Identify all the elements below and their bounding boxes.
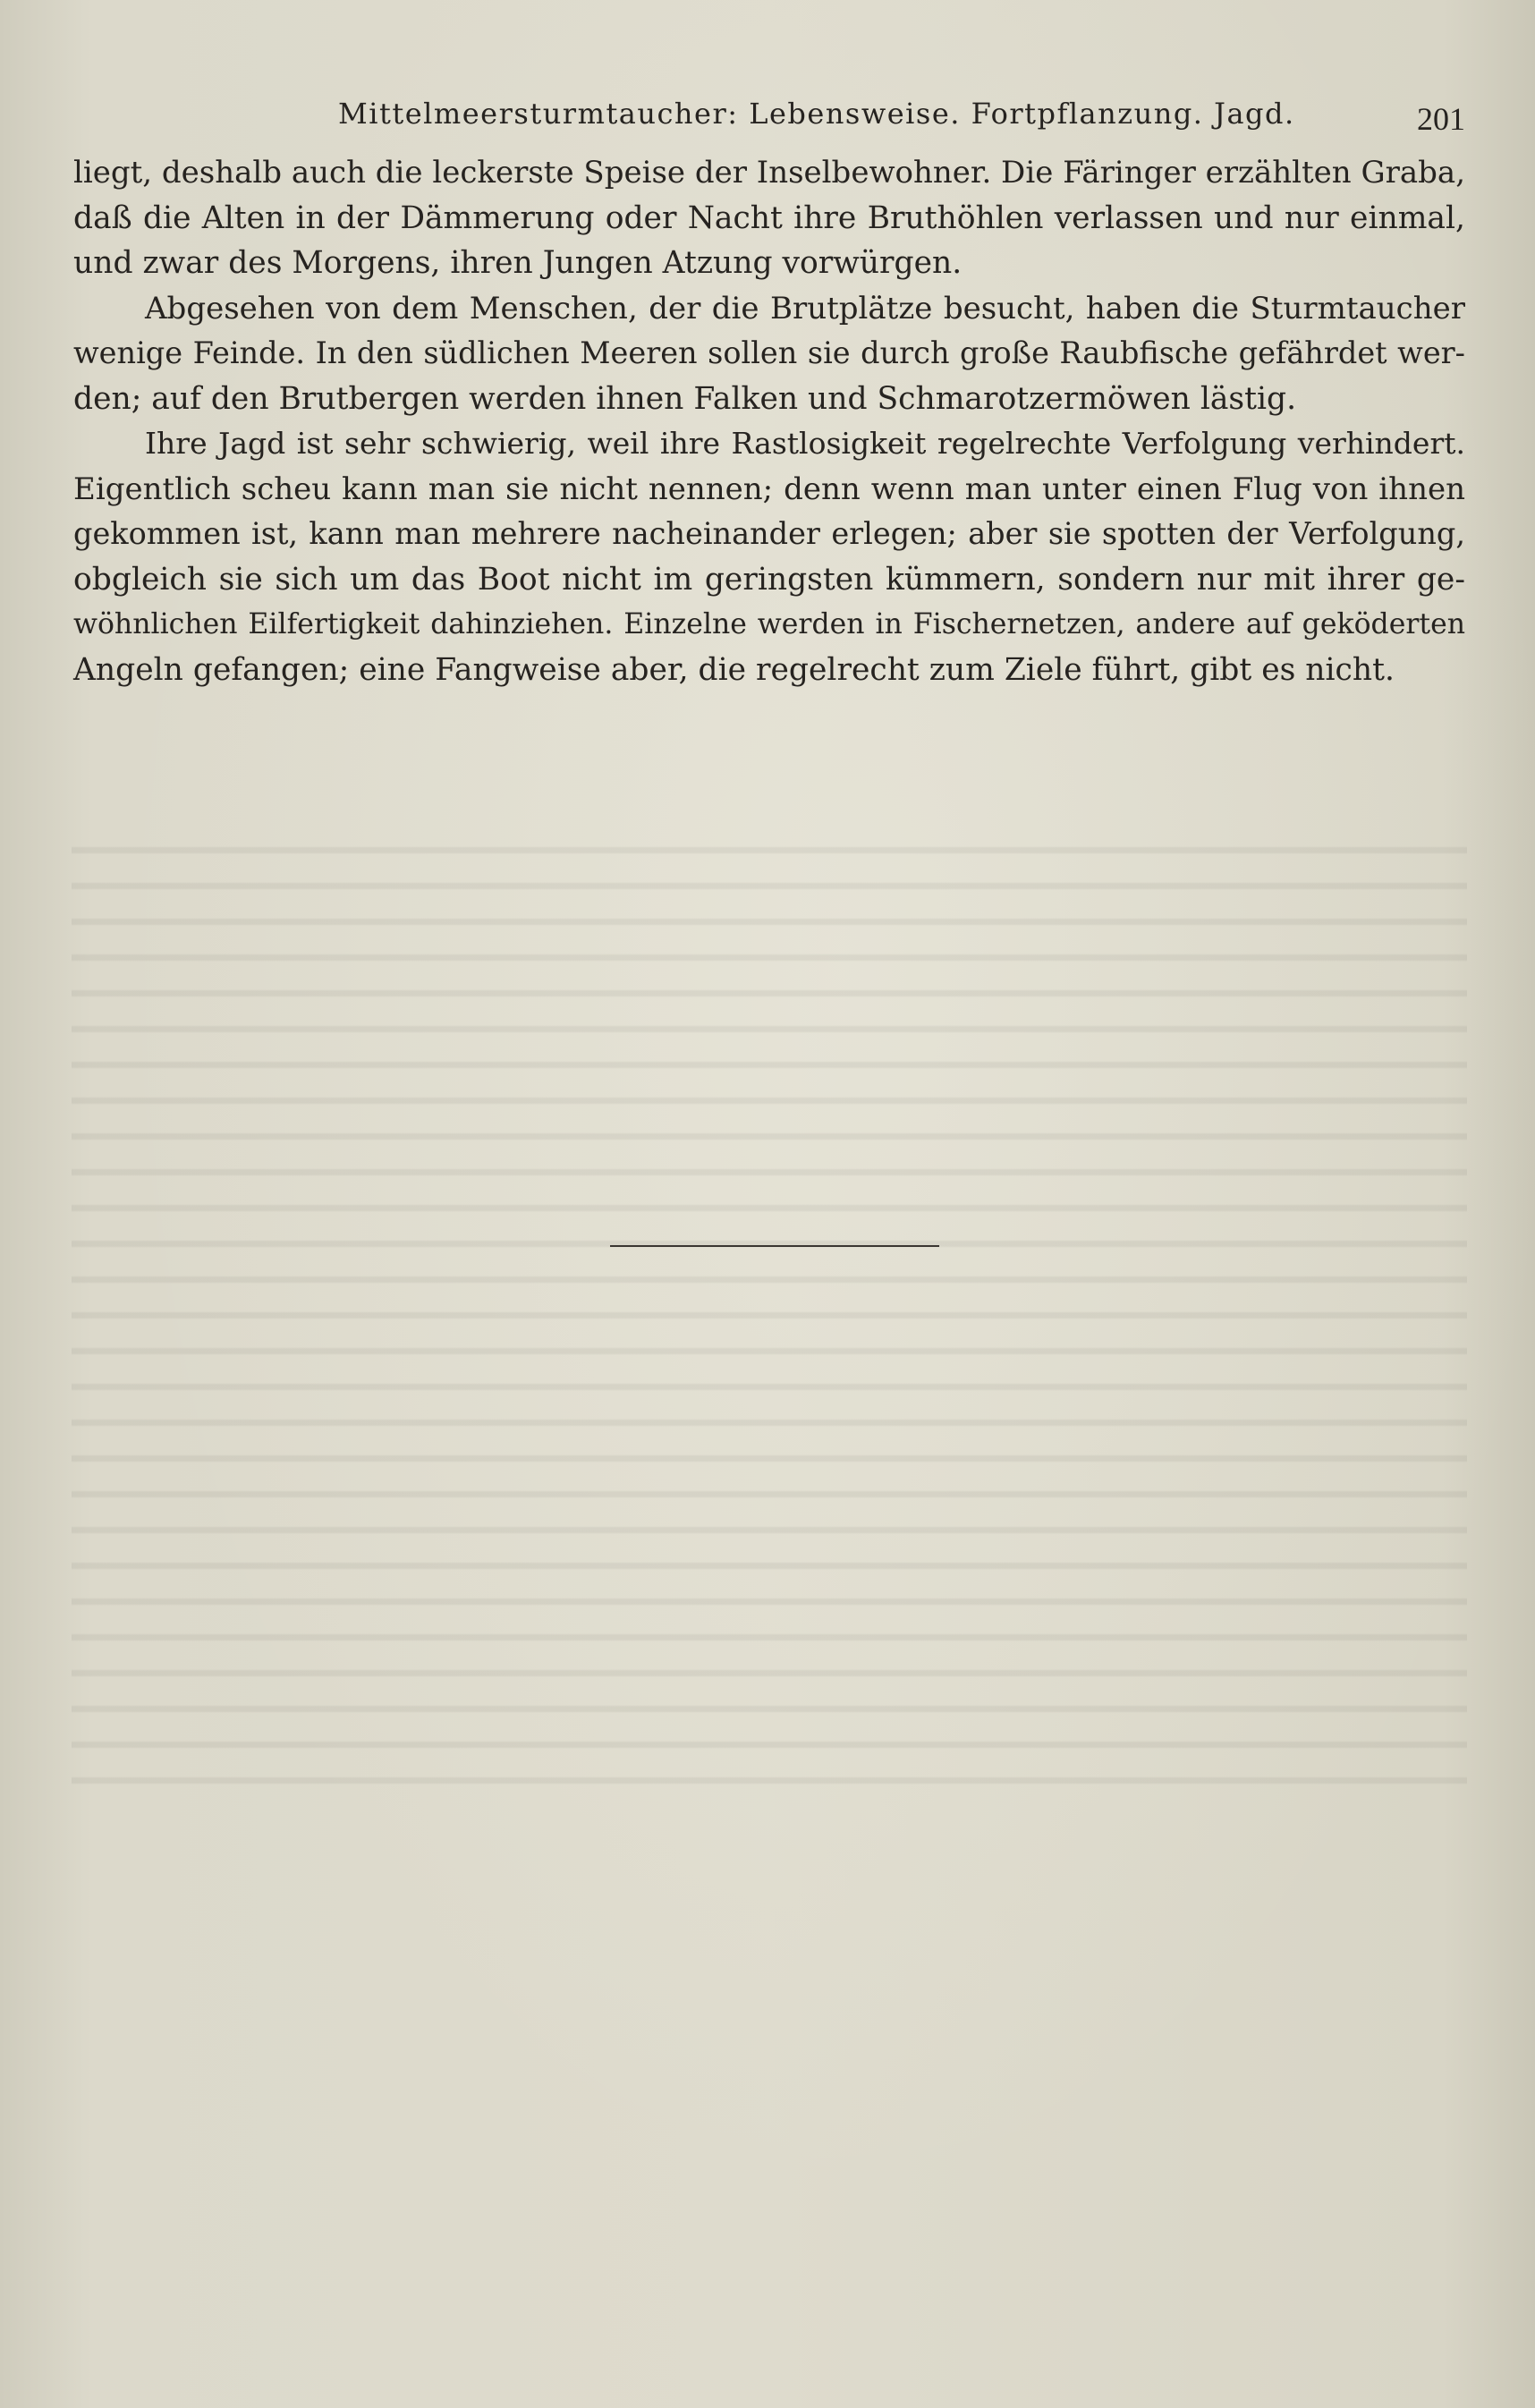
running-head: Mittelmeersturmtaucher: Lebensweise. Fortpflanzung. Jagd. bbox=[338, 97, 1295, 131]
paragraph-3 bbox=[73, 421, 1465, 692]
body-text bbox=[73, 150, 1465, 692]
text-line: Eigentlich scheu kann man sie nicht nennen; denn wenn man unter einen Flug von ihnen bbox=[73, 471, 1465, 507]
text-line: liegt, deshalb auch die leckerste Speise der Inselbewohner. Die Färinger erzählten Graba, bbox=[73, 155, 1465, 191]
text-line: und zwar des Morgens, ihren Jungen Atzung vorwürgen. bbox=[73, 245, 963, 281]
text-line: gekommen ist, kann man mehrere nacheinander erlegen; aber sie spotten der Verfolgung, bbox=[73, 516, 1465, 551]
text-line: den; auf den Brutbergen werden ihnen Falken und Schmarotzermöwen lästig. bbox=[73, 380, 1297, 417]
page-number: 201 bbox=[1417, 101, 1465, 137]
text-line: Angeln gefangen; eine Fangweise aber, die regelrecht zum Ziele führt, gibt es nicht. bbox=[73, 651, 1395, 688]
text-line: Ihre Jagd ist sehr schwierig, weil ihre Rastlosigkeit regelrechte Verfolgung verhindert. bbox=[145, 426, 1465, 461]
text-line: Abgesehen von dem Menschen, der die Brutplätze besucht, haben die Sturmtaucher bbox=[145, 290, 1465, 326]
text-line: obgleich sie sich um das Boot nicht im geringsten kümmern, sondern nur mit ihrer ge- bbox=[73, 561, 1465, 598]
paragraph-2 bbox=[73, 286, 1465, 422]
text-line: daß die Alten in der Dämmerung oder Nacht ihre Bruthöhlen verlassen und nur einmal, bbox=[73, 199, 1465, 236]
text-line: wenige Feinde. In den südlichen Meeren sollen sie durch große Raubfische gefährdet wer- bbox=[73, 335, 1465, 370]
bleed-through-texture bbox=[72, 823, 1467, 1807]
page-header bbox=[338, 97, 1465, 147]
section-divider-rule bbox=[610, 1245, 939, 1247]
paragraph-1 bbox=[73, 150, 1465, 286]
text-line: wöhnlichen Eilfertigkeit dahinziehen. Einzelne werden in Fischernetzen, andere auf geköderten bbox=[73, 608, 1465, 640]
